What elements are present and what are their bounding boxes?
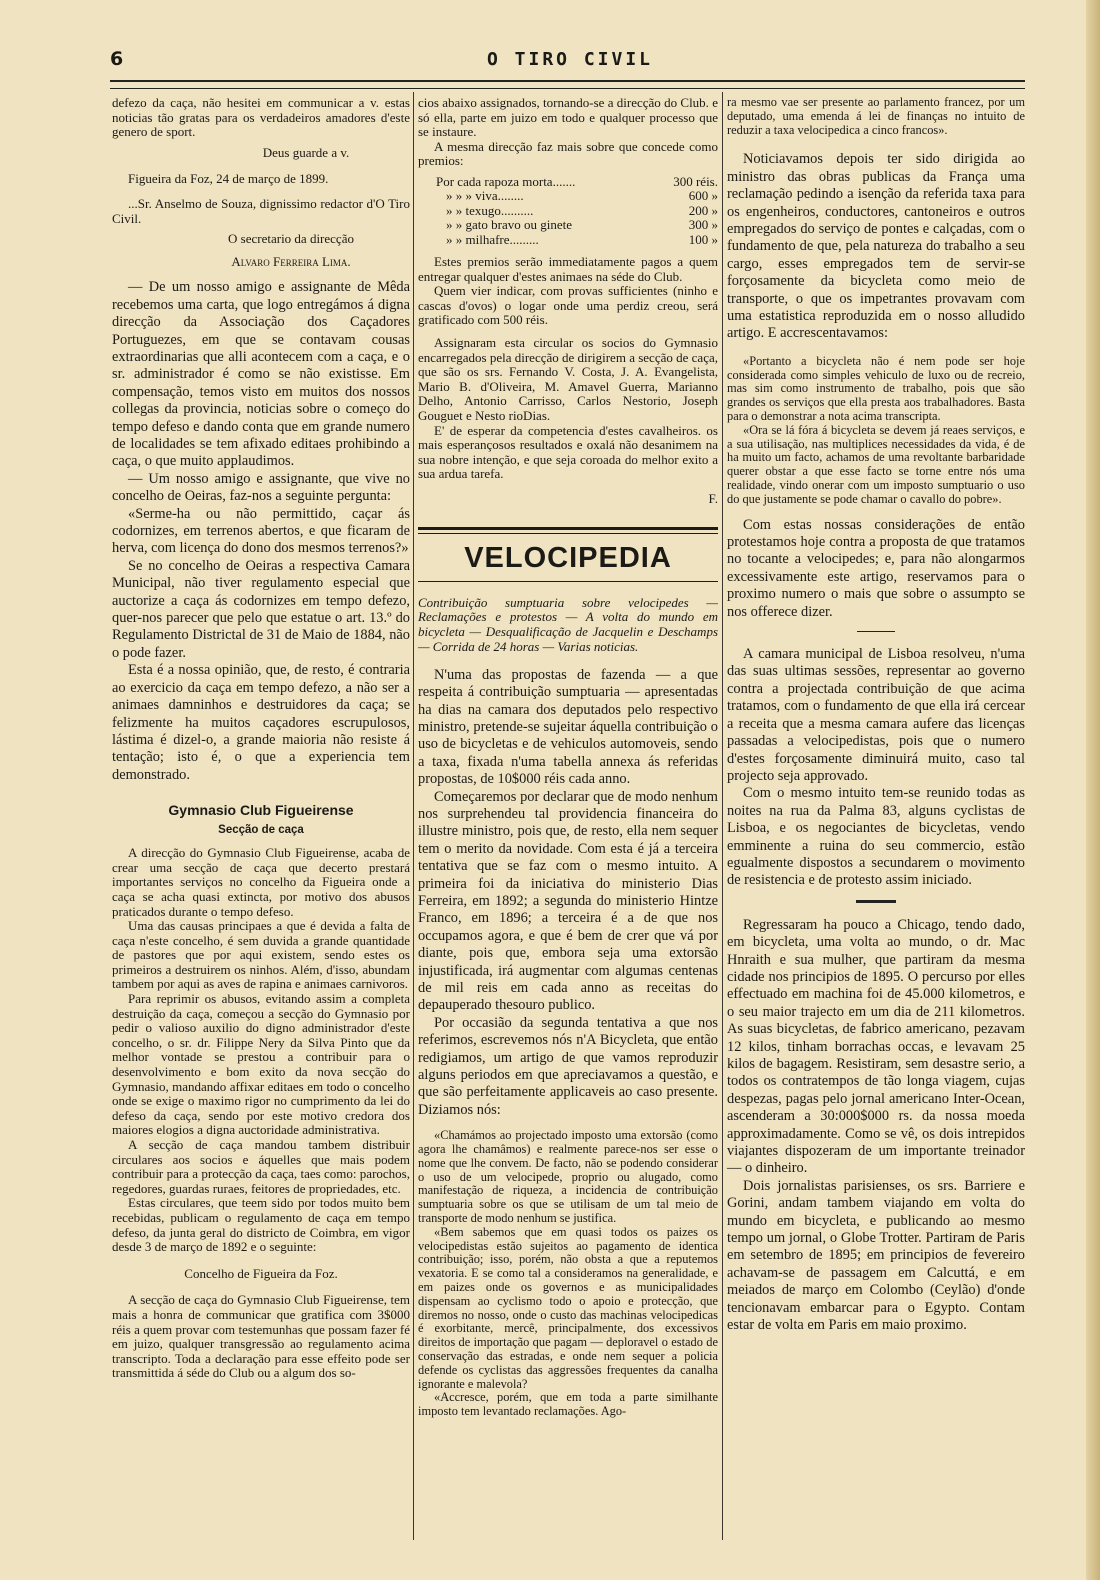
paragraph: Dois jornalistas parisienses, os srs. Barriere e Gorini, andam tambem viajando em volta do mundo em bicycleta, e publicando ao mesmo tempo um jornal, o Globe Trotter. Partiram de Paris em setembro de 1895; em principios de fevereiro achavam-se de passagem em Calcuttá, e em meiados de março em Colombo (Ceylão) d'onde tencionavam embarcar para o Egypto. Contam estar de volta em Paris em maio proximo. (727, 1177, 1025, 1334)
signoff-role: O secretario da direcção (228, 231, 354, 247)
paragraph: — Um nosso amigo e assignante, que vive no concelho de Oeiras, faz-nos a seguinte pergunta: (112, 470, 410, 505)
page-edge (1086, 0, 1100, 1580)
prize-table (418, 175, 718, 247)
signature-initial: F. (708, 490, 718, 506)
prize-value: 200 » (688, 202, 718, 218)
prize-label: » » » viva........ (446, 188, 524, 204)
addressee: ...Sr. Anselmo de Souza, dignissimo redactor d'O Tiro Civil. (112, 195, 410, 226)
prize-value: 300 » (688, 217, 718, 233)
paragraph: A mesma direcção faz mais sobre que concede como premios: (418, 138, 718, 169)
paragraph: E' de esperar da competencia d'estes cavalheiros. os mais esperançosos resultados e oxalá não desanimem na sua nobre intenção, e que seja coroada do melhor exito a sua ardua tarefa. (418, 422, 718, 482)
quote: «Chamámos ao projectado imposto uma extorsão (como agora lhe chamâmos) e realmente parece-nos ser esse o nome que lhe convem. De facto, não se podendo considerar o uso de um velocipede, proprio ou alugado, como manifestação de riqueza, a incidencia de contribuição sumptuaria sobre os que se utilisam de um tal meio de transporte de modo nenhum se justifica. (418, 1128, 718, 1226)
section-title: Gymnasio Club Figueirense (168, 802, 354, 819)
column-divider (413, 92, 414, 1540)
paragraph: Uma das causas principaes a que é devida a falta de caça n'este concelho, é sem duvida a grande quantidade de pastores que por aqui existem, sendo estes os primeiros a destruirem os ninhos. Além, d'isso, abundam tambem por aqui as aves de rapina e animaes carnivoros. (112, 918, 410, 992)
quote: «Bem sabemos que em quasi todos os paizes os velocipedistas estão sujeitos ao pagamento de identica contribuição; isso, porém, não obsta a que a reputemos vexatoria. E se como tal a consideramos na generalidade, e em paizes onde os governos e as municipalidades dispensam ao cyclismo todo o apoio e protecção, que diremos no nosso, onde o custo das machinas velocipedicas é exorbitante, mercê, principalmente, dos excessivos direitos de importação que pagam — deploravel o estado de conservação das estradas, e onde nem sequer a policia defende os cyclistas das aggressões frequentes da canalha ignorante e malevola? (418, 1224, 718, 1391)
page-header (110, 48, 1030, 70)
table-row (418, 233, 718, 247)
paragraph: Se no concelho de Oeiras a respectiva Camara Municipal, não tiver regulamento especial que auctorize a caça ás codornizes em tempo defezo, quer-nos parecer que pelo que estatue o art. 13.º do Regulamento Districtal de 31 de Maio de 1884, não o pode fazer. (112, 557, 410, 661)
column-divider (722, 92, 723, 1540)
table-row (418, 218, 718, 232)
table-row (418, 175, 718, 189)
paragraph: N'uma das propostas de fazenda — a que respeita á contribuição sumptuaria — apresentadas ha dias na camara dos deputados pelo respectivo ministro, pretende-se sujeitar áquella contribuição o uso de bicycletas e de vehiculos automoveis, sendo a taxa, fixada n'uma tabella annexa ás referidas propostas, de 10$000 réis cada anno. (418, 666, 718, 788)
page-number: 6 (110, 48, 124, 70)
prize-label: Por cada rapoza morta....... (436, 173, 576, 189)
paragraph: Para reprimir os abusos, evitando assim a completa destruição da caça, começou a secção do Gymnasio por pedir o valioso auxilio do digno administrador d'este concelho, o sr. dr. Filippe Nery da Silva Pinto que da melhor vontade se prestou a contribuir para o desenvolvimento e bom exito da nova secção do Gymnasio, mandando affixar editaes em todo o concelho onde se exige o maximo rigor no cumprimento da lei do defeso da caça, sendo por este motivo credora dos maiores elogios a digna auctoridade administrativa. (112, 991, 410, 1138)
quote: ra mesmo vae ser presente ao parlamento francez, por um deputado, uma emenda á lei de finanças no intuito de reduzir a taxa velocipedica a cinco francos». (727, 95, 1025, 137)
paragraph: A camara municipal de Lisboa resolveu, n'uma das suas ultimas sessões, representar ao governo contra a projectada contribuição de que acima tratamos, com o fundamento de que ella irá cercear a receita que a mesma camara aufere das licenças passadas a velocipedistas, pois que o numero d'estes forçosamente diminuirá muito, caso tal projecto seja approvado. (727, 646, 1025, 784)
prize-label: » » milhafre......... (446, 231, 539, 247)
paragraph: — De um nosso amigo e assignante de Mêda recebemos uma carta, que logo entregámos á digna direcção da Associação dos Caçadores Portuguezes, em que se contavam cousas extraordinarias que alli acontecem com a caça, e o sr. administrador é como se não existisse. Em compensação, temos visto em muitos dos nossos collegas da provincia, noticias sobre o começo do tempo defeso e dando conta que em grande numero de localidades se tem afixado editaes prohibindo a caça, o que muito applaudimos. (112, 279, 410, 470)
paragraph: Com estas nossas considerações de então protestamos hoje contra a proposta de que tratamos no tocante a velocipedes; e, para não alongarmos excessivamente este artigo, reservamos para o proximo numero o mais que sobre o assumpto se nos offerece dizer. (727, 516, 1025, 620)
quote: «Accresce, porém, que em toda a parte similhante imposto tem levantado reclamações. Ago- (418, 1390, 718, 1419)
greeting: Deus guarde a v. (262, 144, 350, 160)
prize-label: » » gato bravo ou ginete (446, 217, 572, 233)
section-rule (418, 527, 718, 534)
paragraph: Quem vier indicar, com provas sufficientes (ninho e cascas d'ovos) o logar onde uma perdiz creou, será gratificado com 500 réis. (418, 283, 718, 328)
signoff-name: Alvaro Ferreira Lima. (231, 253, 351, 269)
paragraph: A secção de caça mandou tambem distribuir circulares aos socios e áquelles que mais podem contribuir para a protecção da caça, taes como: parochos, regedores, guardas ruraes, feitores de propriedades, etc. (112, 1137, 410, 1196)
column-1 (112, 96, 410, 1381)
table-row (418, 204, 718, 218)
paragraph: Estes premios serão immediatamente pagos a quem entregar qualquer d'estes animaes na séde do Club. (418, 254, 718, 284)
paragraph: Por occasião da segunda tentativa a que nos referimos, escrevemos nós n'A Bicycleta, que então redigiamos, um artigo de que vamos reproduzir alguns periodos em que apreciavamos a questão, e que são perfeitamente applicaveis ao caso presente. Diziamos nós: (418, 1014, 718, 1118)
paragraph: A direcção do Gymnasio Club Figueirense, acaba de crear uma secção de caça que decerto prestará importantes serviços no concelho da Figueira onde a caça se acha quasi extincta, por motivo dos abusos praticados durante o tempo defeso. (112, 845, 410, 919)
column-2 (418, 96, 718, 1419)
paragraph: Assignaram esta circular os socios do Gymnasio encarregados pela direcção de dirigirem a secção de caça, que são os srs. Fernando V. Costa, J. A. Evangelista, Mario B. d'Oliveira, M. Amavel Guerra, Marianno Delho, Antonio Carrisso, Carlos Nestorio, Joseph Gouguet e Nesto rioDias. (418, 334, 718, 423)
column-3 (727, 96, 1025, 1335)
prize-label: » » texugo.......... (446, 202, 534, 218)
prize-value: 300 réis. (673, 173, 718, 189)
table-row (418, 189, 718, 203)
paragraph: Regressaram ha pouco a Chicago, tendo dado, em bicycleta, uma volta ao mundo, o dr. Mac Hnraith e sua mulher, que partiram da mesma cidade nos principios de 1895. O percurso por elles effectuado em machina foi de 45.000 kilometros, e o seu maior trajecto em um dia de 211 kilometros. As suas bicycletas, de fabrico americano, pezavam 12 kilos, tinham borrachas occas, e levavam 25 kilos de bagagem. Resistiram, sem desastre serio, a todos os contratempos de tão longa viagem, cujas despezas, pagas pelo jornal americano Inter-Ocean, ascenderam a 30:000$000 rs. da nossa moeda approximadamente. Como se vê, os dois intrepidos viajantes dispozeram de um importante treinador — o dinheiro. (727, 916, 1025, 1177)
prize-value: 600 » (688, 188, 718, 204)
masthead: O TIRO CIVIL (486, 49, 654, 70)
paragraph: defezo da caça, não hesitei em communicar a v. estas noticias tão gratas para os verdadeiros amadores d'este genero de sport. (112, 95, 410, 140)
paragraph: Com o mesmo intuito tem-se reunido todas as noites na rua da Palma 83, alguns cyclistas de Lisboa, e os negociantes de bicycletas, vendo emminente a ruina do seu commercio, estão egualmente dispostos a secundarem o movimento de resistencia e de protesto assim iniciado. (727, 785, 1025, 889)
paragraph: cios abaixo assignados, tornando-se a direcção do Club. e só ella, parte em juizo em todo e qualquer processo que se instaure. (418, 95, 718, 140)
sub-heading: Concelho de Figueira da Foz. (184, 1265, 338, 1281)
separator (856, 900, 896, 903)
paragraph: Começaremos por declarar que de modo nenhum nos surprehendeu tal providencia financeira do illustre ministro, pois que, de resto, ella nem sequer tem o merito da novidade. Com esta é já a terceira tentativa que se faz com o mesmo intuito. A primeira foi da iniciativa do ministerio Dias Ferreira, em 1892; a segunda do ministerio Hintze Franco, em 1896; a terceira é a de que nos occupamos agora, e que é bem de crer que vá por diante, pois que, embora seja uma extorsão injustificada, irá augmentar com algumas centenas de mil reis em cada anno as receitas do depauperado thesouro publico. (418, 788, 718, 1014)
quote: «Ora se lá fóra á bicycleta se devem já reaes serviços, e a sua utilisação, nas multiplices necessidades da vida, é de ha muito um facto, achamos de uma revoltante barbaridade querer obstar a que esse facto se torne entre nós uma realidade, vindo onerar com um imposto sumptuario o uso do que justamente se pode chamar o cavallo do pobre». (727, 422, 1025, 506)
dateline: Figueira da Foz, 24 de março de 1899. (128, 171, 329, 187)
paragraph: «Serme-ha ou não permittido, caçar ás codornizes, em terrenos abertos, e que ficaram de herva, com licença do dono dos mesmos terrenos?» (112, 505, 410, 557)
section-rule (418, 581, 718, 582)
section-subtitle: Secção de caça (218, 824, 304, 837)
paragraph: A secção de caça do Gymnasio Club Figueirense, tem mais a honra de communicar que gratifica com 3$000 réis a quem provar com testemunhas que possam fazer fé em juizo, qualquer transgressão ao regulamento acima transcripto. Toda a declaração para esse effeito pode ser transmittida á séde do Club ou a algum dos so- (112, 1292, 410, 1381)
separator (857, 631, 895, 632)
paragraph: Estas circulares, que teem sido por todos muito bem recebidas, publicam o regulamento de caça em tempo defeso, da junta geral do districto de Coimbra, em vigor desde 3 de março de 1892 e o seguinte: (112, 1195, 410, 1255)
section-summary: Contribuição sumptuaria sobre velocipedes — Reclamações e protestos — A volta do mundo em bicycleta — Desqualificação de Jacquelin e Deschamps — Corrida de 24 horas — Varias noticias. (418, 594, 718, 654)
paragraph: Esta é a nossa opinião, que, de resto, é contraria ao exercicio da caça em tempo defezo, a não ser a animaes damninhos e destruidores da caça; se felizmente ha muitos caçadores escrupulosos, lástima é dizel-o, a grande maioria não resiste á tentação; isto é, o que a experiencia tem demonstrado. (112, 662, 410, 783)
prize-value: 100 » (688, 231, 718, 247)
section-title: VELOCIPEDIA (464, 541, 672, 574)
paragraph: Noticiavamos depois ter sido dirigida ao ministro das obras publicas da França uma reclamação pedindo a isenção da referida taxa para os engenheiros, conductores, cantoneiros e outros empregados do serviço de pontes e calçadas, com o fundamento de que, pela natureza do trabalho a seu cargo, esses empregados tem de servir-se forçosamente da bicycleta como meio de transporte, o que os impetrantes provavam com uma estatistica reproduzida em o nosso alludido artigo. E accrescentavamos: (727, 151, 1025, 342)
header-rule (110, 80, 1025, 89)
quote: «Portanto a bicycleta não é nem pode ser hoje considerada como simples vehiculo de luxo ou de recreio, mas sim como instrumento de trabalho, pois que são grandes os serviços que ella presta aos trabalhadores. Basta para o demonstrar a nota acima transcripta. (727, 353, 1025, 424)
